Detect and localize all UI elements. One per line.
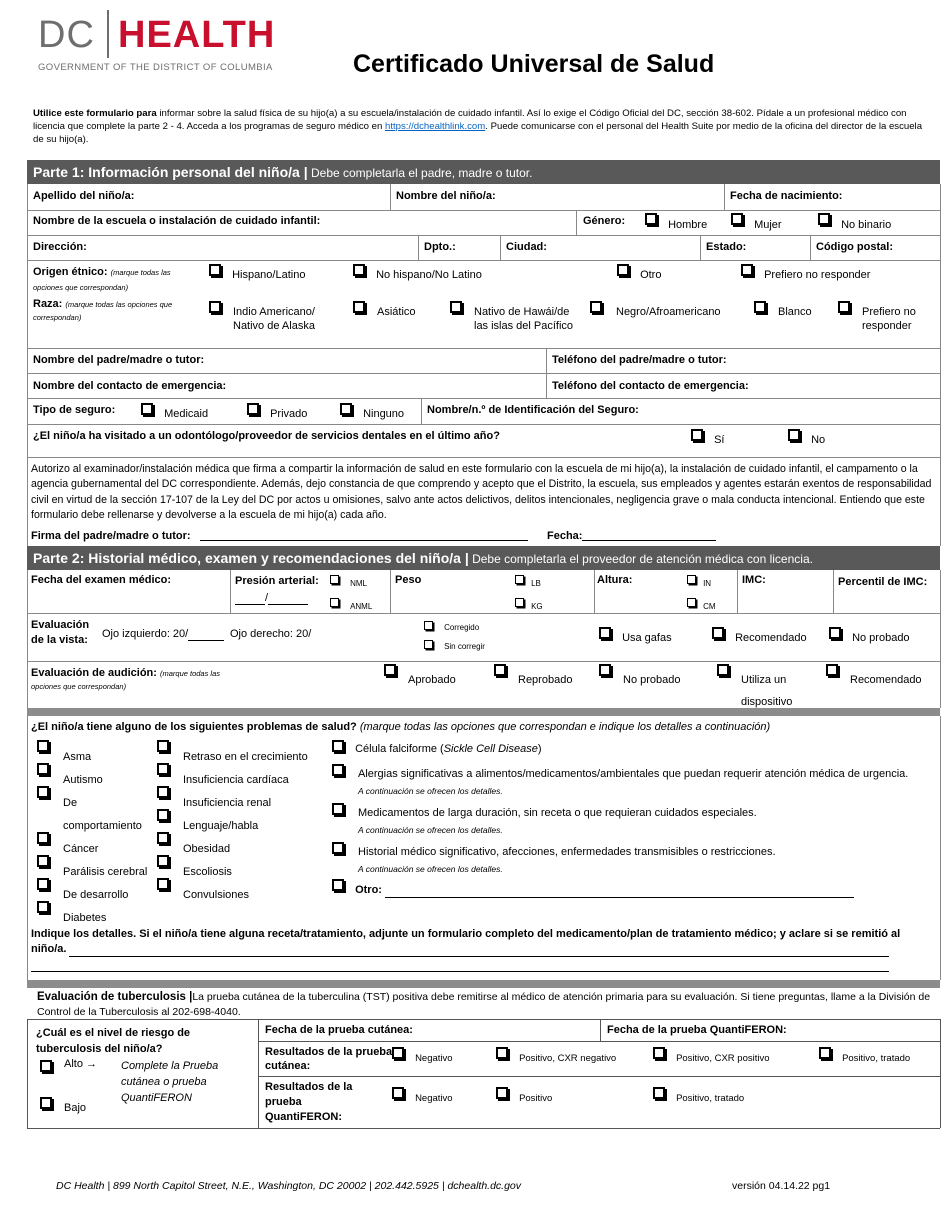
condition-sickle[interactable]: Célula falciforme (Sickle Cell Disease): [332, 740, 542, 752]
checkbox[interactable]: [590, 301, 602, 313]
bp-abnormal[interactable]: ANML: [330, 596, 372, 608]
checkbox[interactable]: [818, 213, 830, 225]
arrow-right-icon: →: [86, 1058, 98, 1070]
checkbox[interactable]: [37, 763, 49, 775]
tb-skin-opt[interactable]: Positivo, CXR negativo: [496, 1047, 616, 1059]
signature-line[interactable]: [200, 540, 528, 541]
checkbox[interactable]: [653, 1087, 665, 1099]
checkbox[interactable]: [788, 429, 800, 441]
bp-label: Presión arterial:: [235, 575, 319, 587]
vision-uncorrected[interactable]: Sin corregir: [424, 638, 485, 650]
dc-health-logo: [38, 8, 308, 74]
checkbox[interactable]: [819, 1047, 831, 1059]
checkbox[interactable]: [353, 301, 365, 313]
rule: [833, 570, 834, 613]
checkbox[interactable]: [599, 664, 611, 676]
rule: [27, 1128, 940, 1129]
details-line-1[interactable]: [69, 956, 889, 957]
tb-qft-opt[interactable]: Positivo, tratado: [653, 1087, 744, 1099]
tb-skin-opt[interactable]: Positivo, CXR positivo: [653, 1047, 770, 1059]
city-label: Ciudad:: [506, 241, 547, 253]
height-in[interactable]: IN: [687, 573, 711, 585]
checkbox[interactable]: [384, 664, 396, 676]
dental-no[interactable]: No: [788, 429, 825, 441]
checkbox[interactable]: [157, 878, 169, 890]
rule: [27, 348, 940, 349]
condition-item[interactable]: [157, 832, 327, 855]
gender-nonbinary[interactable]: No binario: [818, 213, 891, 225]
checkbox[interactable]: [330, 598, 339, 607]
details-instructions: Indique los detalles. Si el niño/a tiene alguna receta/tratamiento, adjunte un formulario completo del medicamento/plan de tratamiento médico; y aclare si se remitió al niño/a.: [31, 928, 901, 955]
checkbox[interactable]: [392, 1047, 404, 1059]
rule: [27, 613, 940, 614]
tb-risk-high[interactable]: [40, 1060, 52, 1072]
tb-skin-date-label: Fecha de la prueba cutánea:: [265, 1024, 413, 1036]
checkbox[interactable]: [37, 832, 49, 844]
tb-intro: Evaluación de tuberculosis |La prueba cutánea de la tuberculina (TST) positiva debe remitirse al médico de atención primaria para su evaluación. Si tiene preguntas, llame a la División de Control de la Tuberculosis al 202-698-4040.: [37, 991, 931, 1018]
condition-label: Insuficiencia renal: [183, 797, 272, 809]
rule: [27, 373, 940, 374]
checkbox[interactable]: [826, 664, 838, 676]
part2-header: Parte 2: Historial médico, examen y recomendaciones del niño/a | Debe completarla el proveedor de atención médica con licencia.: [27, 546, 940, 570]
divider-bar: [27, 708, 940, 716]
race-option[interactable]: Nativo de Hawái/de las islas del Pacífico: [450, 301, 462, 313]
bp-normal[interactable]: NML: [330, 573, 367, 585]
checkbox[interactable]: [37, 878, 49, 890]
checkbox[interactable]: [496, 1047, 508, 1059]
checkbox[interactable]: [599, 627, 611, 639]
rule: [230, 570, 231, 613]
border-left: [27, 1019, 28, 1128]
race-option[interactable]: Prefiero no responder: [838, 301, 850, 313]
condition-allergies[interactable]: Alergias significativas a alimentos/medicamentos/ambientales que puedan requerir atención médica de urgencia. A continuación se ofrecen los detalles.: [332, 764, 932, 776]
condition-label: Autismo: [63, 774, 103, 786]
vision-glasses[interactable]: Usa gafas: [599, 627, 672, 639]
checkbox[interactable]: [157, 740, 169, 752]
border-right: [940, 184, 941, 546]
ethnic-no-answer[interactable]: Prefiero no responder: [741, 264, 870, 276]
page-title: Certificado Universal de Salud: [353, 50, 715, 78]
condition-label: De desarrollo: [63, 889, 129, 901]
rule: [258, 1076, 940, 1077]
height-cm[interactable]: CM: [687, 596, 716, 608]
tb-qft-opt[interactable]: Positivo: [496, 1087, 552, 1099]
border-right: [940, 1019, 941, 1128]
height-label: Altura:: [597, 574, 633, 586]
rule: [27, 457, 940, 458]
vision-label: Evaluación de la vista:: [31, 619, 90, 646]
condition-other[interactable]: Otro:: [332, 879, 382, 891]
condition-item[interactable]: [37, 901, 157, 924]
rule: [576, 210, 577, 235]
checkbox[interactable]: [40, 1097, 52, 1109]
checkbox[interactable]: [37, 740, 49, 752]
consent-text: Autorizo al examinador/instalación médica que firma a compartir la información de salud en este formulario con la escuela de mi hijo(a), la instalación de cuidado infantil, el campamento o la agencia gubernamental del DC correspondiente. Además, dejo constancia de que comprendo y acepto que el Distrito, la escuela, sus empleados y agentes estarán exentos de responsabilidad civil en virtud de la sección 17-107 de la Ley del DC por actos u omisiones, salvo ante actos delictivos, delitos intencionales, negligencia grave o mala conducta intencional. Entiendo que este formulario debe rellenarse y devolverse a la escuela de mi hijo(a) cada año.: [31, 463, 932, 522]
rule: [27, 398, 940, 399]
checkbox[interactable]: [332, 764, 344, 776]
rule: [421, 398, 422, 424]
checkbox[interactable]: [330, 575, 339, 584]
bmi-percentile-label: Percentil de IMC:: [838, 576, 928, 588]
vision-recommended[interactable]: Recomendado: [712, 627, 807, 639]
condition-label: Lenguaje/habla: [183, 820, 259, 832]
border-left: [27, 716, 28, 980]
guardian-label: Nombre del padre/madre o tutor:: [33, 354, 205, 366]
border-left: [27, 184, 28, 546]
signature-label: Firma del padre/madre o tutor:: [31, 530, 191, 542]
race-option[interactable]: Indio Americano/ Nativo de Alaska: [209, 301, 221, 313]
condition-label: Obesidad: [183, 843, 231, 855]
insurance-private[interactable]: Privado: [247, 403, 307, 415]
rule: [390, 184, 391, 210]
condition-item[interactable]: [37, 878, 157, 901]
ethnic-label: Origen étnico: (marque todas las opciones que correspondan): [33, 266, 171, 292]
tb-qft-results-label: Resultados de la prueba QuantiFERON:: [265, 1081, 353, 1123]
school-label: Nombre de la escuela o instalación de cuidado infantil:: [33, 215, 321, 227]
date-line[interactable]: [582, 540, 716, 541]
condition-history[interactable]: Historial médico significativo, afecciones, enfermedades transmisibles o restricciones. A continuación se ofrecen los detalles.: [332, 842, 932, 854]
intro-text-2: . Puede comunicarse con el personal del Health Suite por medio de la oficina del director de la escuela de su hijo(a).: [33, 121, 923, 145]
checkbox[interactable]: [141, 403, 153, 415]
rule: [258, 1019, 259, 1128]
gender-female[interactable]: Mujer: [731, 213, 782, 225]
rule: [546, 348, 547, 398]
condition-item[interactable]: [157, 740, 327, 763]
tb-low-label: Bajo: [64, 1102, 87, 1114]
dental-yes[interactable]: Sí: [691, 429, 724, 441]
rule: [810, 235, 811, 260]
checkbox[interactable]: [332, 879, 344, 891]
hearing-label: Evaluación de audición: (marque todas las opciones que correspondan): [31, 667, 221, 691]
zip-label: Código postal:: [816, 241, 893, 253]
gender-label: Género:: [583, 215, 626, 227]
rule: [27, 1019, 940, 1020]
footer-address: DC Health | 899 North Capitol Street, N.E., Washington, DC 20002 | 202.442.5925 | dchealth.dc.gov: [56, 1180, 522, 1192]
rule: [390, 570, 391, 613]
last-name-label: Apellido del niño/a:: [33, 190, 135, 202]
condition-label: De comportamiento: [63, 797, 142, 832]
hearing-not-tested[interactable]: No probado: [599, 664, 611, 676]
tb-skin-results-label: Resultados de la prueba cutánea:: [265, 1046, 393, 1072]
checkbox[interactable]: [617, 264, 629, 276]
divider-bar: [27, 980, 940, 988]
checkbox[interactable]: [247, 403, 259, 415]
tb-skin-opt[interactable]: Negativo: [392, 1047, 453, 1059]
vision-not-tested[interactable]: No probado: [829, 627, 910, 639]
condition-item[interactable]: [157, 878, 327, 901]
rule: [27, 235, 940, 236]
insurance-medicaid[interactable]: Medicaid: [141, 403, 208, 415]
checkbox[interactable]: [829, 627, 841, 639]
checkbox[interactable]: [424, 640, 433, 649]
tb-qft-date-label: Fecha de la prueba QuantiFERON:: [607, 1024, 787, 1036]
condition-label: Asma: [63, 751, 92, 763]
condition-label: Insuficiencia cardíaca: [183, 774, 289, 786]
checkbox[interactable]: [37, 855, 49, 867]
checkbox[interactable]: [332, 740, 344, 752]
rule: [600, 1019, 601, 1041]
tb-high-label: Alto →: [64, 1058, 98, 1070]
checkbox[interactable]: [332, 803, 344, 815]
condition-item[interactable]: [37, 855, 157, 878]
condition-item[interactable]: [157, 786, 327, 809]
rule: [724, 184, 725, 210]
condition-label: Cáncer: [63, 843, 99, 855]
hearing-recommended[interactable]: Recomendado: [826, 664, 838, 676]
intro-link[interactable]: https://dchealthlink.com: [384, 121, 486, 132]
gender-male[interactable]: Hombre: [645, 213, 707, 225]
other-line[interactable]: [385, 897, 854, 898]
checkbox[interactable]: [754, 301, 766, 313]
emergency-phone-label: Teléfono del contacto de emergencia:: [552, 380, 749, 392]
checkbox[interactable]: [515, 575, 524, 584]
ethnic-hispanic[interactable]: Hispano/Latino: [209, 264, 305, 276]
checkbox[interactable]: [209, 301, 221, 313]
checkbox[interactable]: [717, 664, 729, 676]
ethnic-other[interactable]: Otro: [617, 264, 661, 276]
race-option[interactable]: Negro/Afroamericano: [590, 301, 602, 313]
insurance-label: Tipo de seguro:: [33, 404, 116, 416]
checkbox[interactable]: [838, 301, 850, 313]
logo-divider: [107, 10, 109, 58]
checkbox[interactable]: [450, 301, 462, 313]
tb-high-note: Complete la Prueba cutánea o prueba QuantiFERON: [121, 1060, 219, 1104]
bp-field[interactable]: /: [235, 592, 308, 605]
hearing-fail[interactable]: Reprobado: [494, 664, 506, 676]
checkbox[interactable]: [37, 901, 49, 913]
checkbox[interactable]: [731, 213, 743, 225]
rule: [258, 1041, 940, 1042]
condition-label: Escoliosis: [183, 866, 232, 878]
logo-subtitle: GOVERNMENT OF THE DISTRICT OF COLUMBIA: [38, 62, 273, 73]
checkbox[interactable]: [712, 627, 724, 639]
condition-label: Convulsiones: [183, 889, 250, 901]
condition-item[interactable]: [37, 763, 157, 786]
checkbox[interactable]: [353, 264, 365, 276]
insurance-id-label: Nombre/n.º de Identificación del Seguro:: [427, 404, 639, 416]
bmi-label: IMC:: [742, 574, 766, 586]
guardian-phone-label: Teléfono del padre/madre o tutor:: [552, 354, 727, 366]
logo-dc: DC: [38, 14, 95, 56]
emergency-label: Nombre del contacto de emergencia:: [33, 380, 227, 392]
conditions-col-1: [37, 740, 157, 924]
logo-health: HEALTH: [118, 14, 276, 56]
insurance-none[interactable]: Ninguno: [340, 403, 404, 415]
condition-item[interactable]: [157, 763, 327, 786]
tb-risk-low[interactable]: [40, 1097, 52, 1109]
tb-risk-question: ¿Cuál es el nivel de riesgo de tuberculosis del niño/a?: [36, 1027, 191, 1055]
address-label: Dirección:: [33, 241, 87, 253]
checkbox[interactable]: [37, 786, 49, 798]
exam-date-label: Fecha del examen médico:: [31, 574, 171, 586]
condition-item[interactable]: [37, 740, 157, 763]
checkbox[interactable]: [340, 403, 352, 415]
checkbox[interactable]: [392, 1087, 404, 1099]
checkbox[interactable]: [687, 598, 696, 607]
border-right: [940, 716, 941, 980]
state-label: Estado:: [706, 241, 747, 253]
checkbox[interactable]: [687, 575, 696, 584]
rule: [737, 570, 738, 613]
footer-version: versión 04.14.22 pg1: [732, 1180, 831, 1192]
rule: [27, 424, 940, 425]
checkbox[interactable]: [515, 598, 524, 607]
checkbox[interactable]: [741, 264, 753, 276]
intro-lead: Utilice este formulario para: [33, 108, 157, 119]
rule: [700, 235, 701, 260]
first-name-label: Nombre del niño/a:: [396, 190, 496, 202]
race-option[interactable]: Asiático: [353, 301, 365, 313]
vision-corrected[interactable]: Corregido: [424, 619, 479, 631]
apt-label: Dpto.:: [424, 241, 456, 253]
rule: [27, 661, 940, 662]
rule: [27, 210, 940, 211]
weight-label: Peso: [395, 574, 422, 586]
dental-question: ¿El niño/a ha visitado a un odontólogo/proveedor de servicios dentales en el último año?: [33, 430, 500, 442]
condition-item[interactable]: [37, 832, 157, 855]
intro-text-1: informar sobre la salud física de su hijo(a) a su escuela/instalación de cuidado infantil. Así lo exige el Código Oficial del DC, sección 38-602. Pídale a un profesional médico con licencia que complete la parte 2 - 4. Acceda a los programas de seguro médico en: [33, 108, 907, 132]
date-label: Fecha:: [547, 530, 583, 542]
rule: [500, 235, 501, 260]
checkbox[interactable]: [496, 1087, 508, 1099]
condition-item[interactable]: [157, 809, 327, 832]
right-eye-field[interactable]: Ojo derecho: 20/: [230, 628, 312, 640]
checkbox[interactable]: [494, 664, 506, 676]
tb-qft-opt[interactable]: Negativo: [392, 1087, 453, 1099]
left-eye-field[interactable]: Ojo izquierdo: 20/: [102, 628, 224, 641]
checkbox[interactable]: [157, 763, 169, 775]
condition-label: Retraso en el crecimiento: [183, 751, 308, 763]
hearing-device[interactable]: Utiliza un dispositivo: [717, 664, 729, 676]
border-left: [27, 570, 28, 708]
race-label: Raza: (marque todas las opciones que correspondan): [33, 298, 173, 322]
rule: [594, 570, 595, 613]
condition-item[interactable]: [37, 786, 157, 832]
checkbox[interactable]: [209, 264, 221, 276]
checkbox[interactable]: [40, 1060, 52, 1072]
checkbox[interactable]: [653, 1047, 665, 1059]
weight-kg[interactable]: KG: [515, 596, 543, 608]
checkbox[interactable]: [424, 621, 433, 630]
rule: [27, 260, 940, 261]
details-line-2[interactable]: [31, 971, 889, 972]
checkbox[interactable]: [157, 855, 169, 867]
checkbox[interactable]: [691, 429, 703, 441]
weight-lb[interactable]: LB: [515, 573, 541, 585]
dob-label: Fecha de nacimiento:: [730, 190, 843, 202]
rule: [418, 235, 419, 260]
conditions-col-2: [157, 740, 327, 901]
intro-text: [33, 107, 933, 146]
checkbox[interactable]: [645, 213, 657, 225]
condition-label: Diabetes: [63, 912, 107, 924]
tb-skin-opt[interactable]: Positivo, tratado: [819, 1047, 910, 1059]
condition-label: Parálisis cerebral: [63, 866, 148, 878]
condition-item[interactable]: [157, 855, 327, 878]
checkbox[interactable]: [157, 786, 169, 798]
checkbox[interactable]: [157, 832, 169, 844]
part1-header: Parte 1: Información personal del niño/a | Debe completarla el padre, madre o tutor.: [27, 160, 940, 184]
hearing-pass[interactable]: Aprobado: [384, 664, 396, 676]
checkbox[interactable]: [157, 809, 169, 821]
checkbox[interactable]: [332, 842, 344, 854]
condition-long-term-meds[interactable]: Medicamentos de larga duración, sin receta o que requieran cuidados especiales. A continuación se ofrecen los detalles.: [332, 803, 932, 815]
race-option[interactable]: Blanco: [754, 301, 766, 313]
ethnic-non-hispanic[interactable]: No hispano/No Latino: [353, 264, 482, 276]
border-right: [940, 570, 941, 708]
conditions-question: ¿El niño/a tiene alguno de los siguientes problemas de salud? (marque todas las opciones que correspondan e indique los detalles a continuación): [31, 721, 771, 733]
